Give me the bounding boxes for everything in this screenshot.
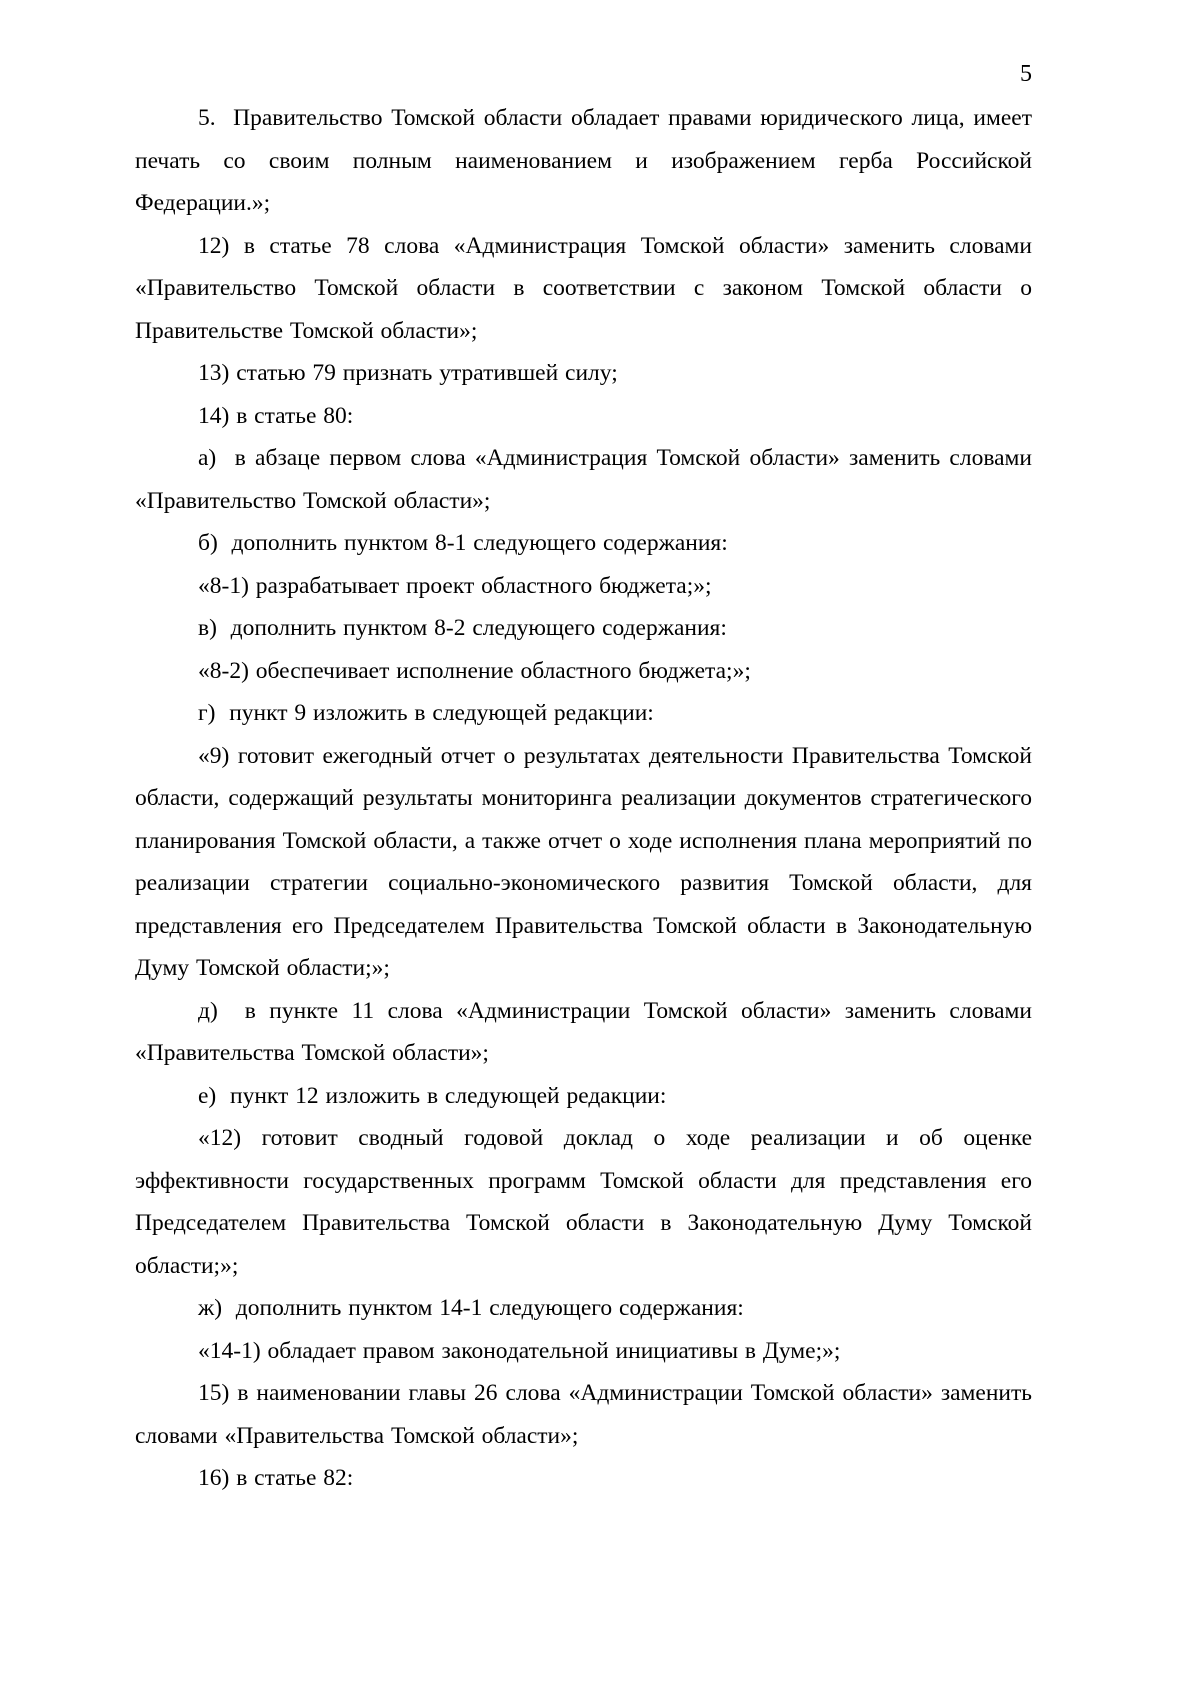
paragraph: 15) в наименовании главы 26 слова «Администрации Томской области» заменить словами «Правительства Томской области»;	[135, 1380, 1032, 1449]
paragraph: е) пункт 12 изложить в следующей редакции:	[198, 1082, 667, 1109]
paragraph: «8-2) обеспечивает исполнение областного бюджета;»;	[198, 657, 751, 684]
paragraph: д) в пункте 11 слова «Администрации Томской области» заменить словами «Правительства Томской области»;	[135, 997, 1032, 1066]
paragraph: в) дополнить пунктом 8-2 следующего содержания:	[198, 615, 727, 641]
paragraph: «12) готовит сводный годовой доклад о ходе реализации и об оценке эффективности государственных программ Томской области для представления его Председателем Правительства Томской области в Законодательную Думу Томской области;»;	[135, 1125, 1032, 1279]
paragraph: 14) в статье 80:	[198, 402, 354, 429]
paragraph: 13) статью 79 признать утратившей силу;	[198, 360, 618, 386]
paragraph: ж) дополнить пунктом 14-1 следующего содержания:	[198, 1295, 744, 1321]
paragraph: «14-1) обладает правом законодательной инициативы в Думе;»;	[198, 1337, 841, 1364]
paragraph: 5. Правительство Томской области обладает правами юридического лица, имеет печать со своим полным наименованием и изображением герба Российской Федерации.»;	[135, 105, 1032, 216]
paragraph: б) дополнить пунктом 8-1 следующего содержания:	[198, 530, 728, 556]
paragraph: «8-1) разрабатывает проект областного бюджета;»;	[198, 572, 712, 599]
page-number: 5	[1020, 61, 1032, 87]
document-body	[135, 97, 1032, 1500]
paragraph: 16) в статье 82:	[198, 1465, 354, 1491]
paragraph: а) в абзаце первом слова «Администрация Томской области» заменить словами «Правительство Томской области»;	[135, 445, 1032, 514]
paragraph: «9) готовит ежегодный отчет о результатах деятельности Правительства Томской области, содержащий результаты мониторинга реализации документов стратегического планирования Томской области, а также отчет о ходе исполнения плана мероприятий по реализации стратегии социально-экономического развития Томской области, для представления его Председателем Правительства Томской области в Законодательную Думу Томской области;»;	[135, 742, 1032, 981]
paragraph: 12) в статье 78 слова «Администрация Томской области» заменить словами «Правительство Томской области в соответствии с законом Томской области о Правительстве Томской области»;	[135, 232, 1032, 344]
paragraph: г) пункт 9 изложить в следующей редакции:	[198, 700, 654, 726]
